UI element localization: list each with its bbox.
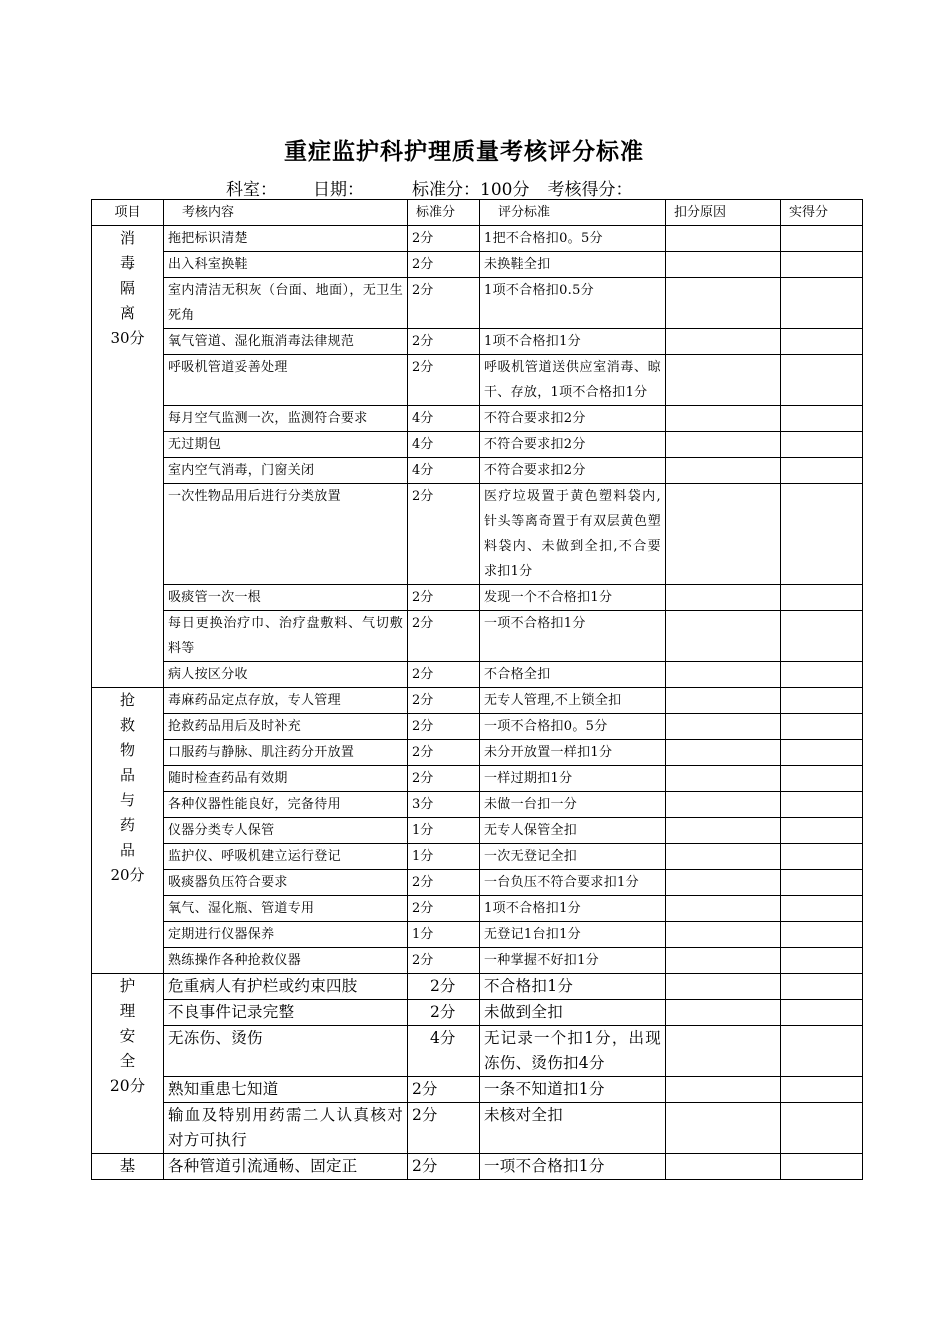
content-cell: 输血及特别用药需二人认真核对对方可执行 — [164, 1103, 408, 1154]
category-char: 消 — [119, 229, 135, 247]
table-row — [92, 329, 863, 355]
standard-score-cell: 2分 — [408, 1000, 480, 1026]
criteria-cell: 医疗垃圾置于黄色塑料袋内,针头等离奇置于有双层黄色塑料袋内、未做到全扣,不合要求扣1分 — [480, 484, 666, 585]
criteria-cell: 不符合要求扣2分 — [480, 432, 666, 458]
actual-score-cell[interactable] — [781, 278, 863, 329]
actual-score-cell[interactable] — [781, 870, 863, 896]
content-cell: 每日更换治疗巾、治疗盘敷料、气切敷料等 — [164, 611, 408, 662]
criteria-cell: 一次无登记全扣 — [480, 844, 666, 870]
content-cell: 无冻伤、烫伤 — [164, 1026, 408, 1077]
table-header-row — [92, 200, 863, 226]
actual-score-cell[interactable] — [781, 896, 863, 922]
actual-score-cell[interactable] — [781, 792, 863, 818]
table-row — [92, 484, 863, 585]
standard-score-cell: 2分 — [408, 329, 480, 355]
deduct-reason-cell[interactable] — [666, 611, 781, 662]
deduct-reason-cell[interactable] — [666, 792, 781, 818]
standard-score-cell: 1分 — [408, 922, 480, 948]
header-standard: 标准分 — [408, 200, 480, 226]
criteria-cell: 未核对全扣 — [480, 1103, 666, 1154]
deduct-reason-cell[interactable] — [666, 662, 781, 688]
standard-score-cell: 2分 — [408, 896, 480, 922]
content-cell: 口服药与静脉、肌注药分开放置 — [164, 740, 408, 766]
criteria-cell: 不符合要求扣2分 — [480, 458, 666, 484]
actual-score-cell[interactable] — [781, 818, 863, 844]
standard-score-cell: 2分 — [408, 688, 480, 714]
table-row — [92, 766, 863, 792]
deduct-reason-cell[interactable] — [666, 844, 781, 870]
standard-score-cell: 2分 — [408, 252, 480, 278]
deduct-reason-cell[interactable] — [666, 688, 781, 714]
standard-score-cell: 4分 — [408, 458, 480, 484]
deduct-reason-cell[interactable] — [666, 329, 781, 355]
category-cell — [92, 974, 164, 1154]
criteria-cell: 未做一台扣一分 — [480, 792, 666, 818]
standard-score-cell: 2分 — [408, 226, 480, 252]
content-cell: 监护仪、呼吸机建立运行登记 — [164, 844, 408, 870]
deduct-reason-cell[interactable] — [666, 432, 781, 458]
content-cell: 出入科室换鞋 — [164, 252, 408, 278]
table-row — [92, 948, 863, 974]
actual-score-cell[interactable] — [781, 252, 863, 278]
actual-score-cell[interactable] — [781, 1077, 863, 1103]
criteria-cell: 无记录一个扣1分，出现冻伤、烫伤扣4分 — [480, 1026, 666, 1077]
criteria-cell: 一项不合格扣1分 — [480, 1154, 666, 1180]
deduct-reason-cell[interactable] — [666, 766, 781, 792]
header-criteria: 评分标准 — [480, 200, 666, 226]
table-row — [92, 406, 863, 432]
table-row — [92, 1026, 863, 1077]
deduct-reason-cell[interactable] — [666, 818, 781, 844]
table-row — [92, 585, 863, 611]
content-cell: 无过期包 — [164, 432, 408, 458]
standard-score-cell: 4分 — [408, 432, 480, 458]
table-row — [92, 432, 863, 458]
content-cell: 一次性物品用后进行分类放置 — [164, 484, 408, 585]
category-char: 30分 — [110, 329, 145, 347]
actual-score-cell[interactable] — [781, 688, 863, 714]
table-row — [92, 1154, 863, 1180]
criteria-cell: 一项不合格扣0。5分 — [480, 714, 666, 740]
deduct-reason-cell[interactable] — [666, 714, 781, 740]
deduct-reason-cell[interactable] — [666, 585, 781, 611]
standard-score-cell: 4分 — [408, 406, 480, 432]
standard-score-cell: 4分 — [408, 1026, 480, 1077]
category-char: 药 — [119, 816, 135, 834]
scoring-table — [91, 199, 863, 1180]
criteria-cell: 未分开放置一样扣1分 — [480, 740, 666, 766]
standard-score-cell: 2分 — [408, 974, 480, 1000]
table-row — [92, 1000, 863, 1026]
header-actual-score: 实得分 — [781, 200, 863, 226]
content-cell: 随时检查药品有效期 — [164, 766, 408, 792]
actual-score-cell[interactable] — [781, 740, 863, 766]
standard-score-cell: 2分 — [408, 1077, 480, 1103]
category-char: 抢 — [119, 691, 135, 709]
standard-score-cell: 1分 — [408, 844, 480, 870]
table-row — [92, 792, 863, 818]
criteria-cell: 未做到全扣 — [480, 1000, 666, 1026]
deduct-reason-cell[interactable] — [666, 896, 781, 922]
deduct-reason-cell[interactable] — [666, 226, 781, 252]
content-cell: 抢救药品用后及时补充 — [164, 714, 408, 740]
content-cell: 吸痰器负压符合要求 — [164, 870, 408, 896]
actual-score-cell[interactable] — [781, 1000, 863, 1026]
actual-score-cell[interactable] — [781, 611, 863, 662]
category-char: 护 — [119, 977, 136, 995]
standard-score-cell: 2分 — [408, 355, 480, 406]
table-body — [92, 226, 863, 1180]
deduct-reason-cell[interactable] — [666, 974, 781, 1000]
category-char: 安 — [119, 1027, 136, 1045]
deduct-reason-cell[interactable] — [666, 740, 781, 766]
content-cell: 仪器分类专人保管 — [164, 818, 408, 844]
category-char: 隔 — [119, 279, 135, 297]
actual-score-cell[interactable] — [781, 948, 863, 974]
header-item: 项目 — [92, 200, 164, 226]
actual-score-cell[interactable] — [781, 1103, 863, 1154]
deduct-reason-cell[interactable] — [666, 870, 781, 896]
table-row — [92, 1103, 863, 1154]
content-cell: 每月空气监测一次，监测符合要求 — [164, 406, 408, 432]
criteria-cell: 不合格全扣 — [480, 662, 666, 688]
category-cell — [92, 226, 164, 688]
standard-score-cell: 2分 — [408, 870, 480, 896]
deduct-reason-cell[interactable] — [666, 484, 781, 585]
category-char: 与 — [119, 791, 135, 809]
header-meta — [226, 175, 632, 200]
table-row — [92, 278, 863, 329]
standard-score-cell: 2分 — [408, 585, 480, 611]
standard-score-cell: 2分 — [408, 611, 480, 662]
category-char: 离 — [119, 304, 135, 322]
content-cell: 室内空气消毒，门窗关闭 — [164, 458, 408, 484]
assessment-score-label: 考核得分： — [547, 180, 633, 200]
standard-score-cell: 2分 — [408, 662, 480, 688]
table-row — [92, 974, 863, 1000]
dept-label: 科室： — [226, 180, 277, 200]
actual-score-cell[interactable] — [781, 844, 863, 870]
standard-score-cell: 2分 — [408, 766, 480, 792]
criteria-cell: 一种掌握不好扣1分 — [480, 948, 666, 974]
deduct-reason-cell[interactable] — [666, 458, 781, 484]
page-title: 重症监护科护理质量考核评分标准 — [284, 138, 644, 165]
category-char: 基 — [119, 1157, 136, 1175]
content-cell: 各种仪器性能良好，完备待用 — [164, 792, 408, 818]
content-cell: 氧气、湿化瓶、管道专用 — [164, 896, 408, 922]
content-cell: 呼吸机管道妥善处理 — [164, 355, 408, 406]
table-row — [92, 611, 863, 662]
category-cell — [92, 688, 164, 974]
criteria-cell: 呼吸机管道送供应室消毒、晾干、存放，1项不合格扣1分 — [480, 355, 666, 406]
content-cell: 熟练操作各种抢救仪器 — [164, 948, 408, 974]
criteria-cell: 1项不合格扣1分 — [480, 329, 666, 355]
criteria-cell: 一台负压不符合要求扣1分 — [480, 870, 666, 896]
criteria-cell: 无专人管理,不上锁全扣 — [480, 688, 666, 714]
criteria-cell: 1项不合格扣0.5分 — [480, 278, 666, 329]
deduct-reason-cell[interactable] — [666, 406, 781, 432]
standard-score-cell: 2分 — [408, 948, 480, 974]
actual-score-cell[interactable] — [781, 329, 863, 355]
standard-score-cell: 1分 — [408, 818, 480, 844]
category-char: 全 — [119, 1052, 136, 1070]
content-cell: 吸痰管一次一根 — [164, 585, 408, 611]
actual-score-cell[interactable] — [781, 1154, 863, 1180]
deduct-reason-cell[interactable] — [666, 252, 781, 278]
category-char: 20分 — [110, 866, 145, 884]
criteria-cell: 不符合要求扣2分 — [480, 406, 666, 432]
actual-score-cell[interactable] — [781, 585, 863, 611]
category-cell — [92, 1154, 164, 1180]
table-row — [92, 662, 863, 688]
criteria-cell: 未换鞋全扣 — [480, 252, 666, 278]
category-char: 物 — [119, 741, 135, 759]
deduct-reason-cell[interactable] — [666, 1154, 781, 1180]
table-row — [92, 252, 863, 278]
standard-score-cell: 2分 — [408, 484, 480, 585]
table-row — [92, 896, 863, 922]
deduct-reason-cell[interactable] — [666, 355, 781, 406]
deduct-reason-cell[interactable] — [666, 278, 781, 329]
standard-score-cell: 3分 — [408, 792, 480, 818]
category-char: 品 — [119, 766, 135, 784]
criteria-cell: 一条不知道扣1分 — [480, 1077, 666, 1103]
date-label: 日期： — [313, 180, 364, 200]
deduct-reason-cell[interactable] — [666, 1026, 781, 1077]
table-row — [92, 922, 863, 948]
standard-score-cell: 2分 — [408, 1154, 480, 1180]
actual-score-cell[interactable] — [781, 766, 863, 792]
criteria-cell: 1项不合格扣1分 — [480, 896, 666, 922]
actual-score-cell[interactable] — [781, 484, 863, 585]
actual-score-cell[interactable] — [781, 355, 863, 406]
criteria-cell: 无专人保管全扣 — [480, 818, 666, 844]
content-cell: 各种管道引流通畅、固定正 — [164, 1154, 408, 1180]
actual-score-cell[interactable] — [781, 432, 863, 458]
actual-score-cell[interactable] — [781, 226, 863, 252]
table-row — [92, 870, 863, 896]
content-cell: 室内清洁无积灰（台面、地面），无卫生死角 — [164, 278, 408, 329]
deduct-reason-cell[interactable] — [666, 948, 781, 974]
actual-score-cell[interactable] — [781, 714, 863, 740]
criteria-cell: 不合格扣1分 — [480, 974, 666, 1000]
content-cell: 毒麻药品定点存放，专人管理 — [164, 688, 408, 714]
actual-score-cell[interactable] — [781, 662, 863, 688]
standard-score-cell: 2分 — [408, 714, 480, 740]
deduct-reason-cell[interactable] — [666, 922, 781, 948]
table-row — [92, 355, 863, 406]
content-cell: 病人按区分收 — [164, 662, 408, 688]
table-row — [92, 688, 863, 714]
header-content: 考核内容 — [164, 200, 408, 226]
content-cell: 氧气管道、湿化瓶消毒法律规范 — [164, 329, 408, 355]
table-row — [92, 458, 863, 484]
category-char: 理 — [119, 1002, 136, 1020]
criteria-cell: 发现一个不合格扣1分 — [480, 585, 666, 611]
actual-score-cell[interactable] — [781, 922, 863, 948]
deduct-reason-cell[interactable] — [666, 1077, 781, 1103]
table-row — [92, 1077, 863, 1103]
table-row — [92, 844, 863, 870]
content-cell: 熟知重患七知道 — [164, 1077, 408, 1103]
header-deduct-reason: 扣分原因 — [666, 200, 781, 226]
content-cell: 不良事件记录完整 — [164, 1000, 408, 1026]
content-cell: 拖把标识清楚 — [164, 226, 408, 252]
criteria-cell: 一项不合格扣1分 — [480, 611, 666, 662]
deduct-reason-cell[interactable] — [666, 1000, 781, 1026]
table-row — [92, 818, 863, 844]
criteria-cell: 无登记1台扣1分 — [480, 922, 666, 948]
content-cell: 定期进行仪器保养 — [164, 922, 408, 948]
standard-score-cell: 2分 — [408, 740, 480, 766]
table-row — [92, 226, 863, 252]
actual-score-cell[interactable] — [781, 974, 863, 1000]
standard-score-cell: 2分 — [408, 1103, 480, 1154]
criteria-cell: 1把不合格扣0。5分 — [480, 226, 666, 252]
actual-score-cell[interactable] — [781, 1026, 863, 1077]
deduct-reason-cell[interactable] — [666, 1103, 781, 1154]
category-char: 品 — [119, 841, 135, 859]
table-row — [92, 714, 863, 740]
table-row — [92, 740, 863, 766]
criteria-cell: 一样过期扣1分 — [480, 766, 666, 792]
category-char: 20分 — [109, 1077, 146, 1095]
content-cell: 危重病人有护栏或约束四肢 — [164, 974, 408, 1000]
standard-score-cell: 2分 — [408, 278, 480, 329]
actual-score-cell[interactable] — [781, 458, 863, 484]
actual-score-cell[interactable] — [781, 406, 863, 432]
category-char: 毒 — [119, 254, 135, 272]
category-char: 救 — [119, 716, 135, 734]
standard-score: 标准分：100分 — [412, 180, 530, 200]
